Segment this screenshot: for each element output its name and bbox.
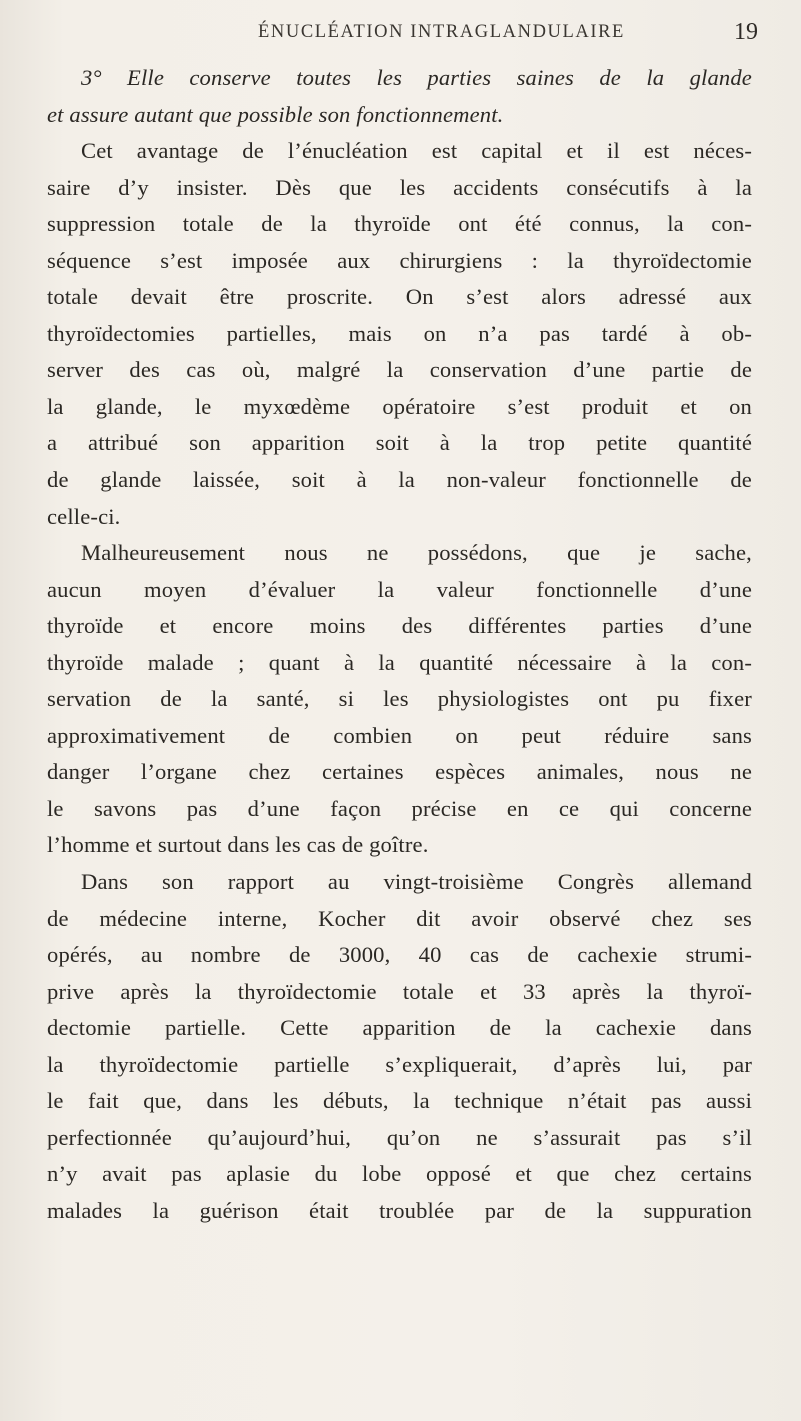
- text-line: suppression totale de la thyroïde ont été connus, la con-: [47, 211, 752, 237]
- page-number: 19: [734, 19, 758, 45]
- text-line: a attribué son apparition soit à la trop petite quantité: [47, 430, 752, 456]
- running-title: ÉNUCLÉATION INTRAGLANDULAIRE: [258, 22, 625, 42]
- text-line: thyroïde et encore moins des différentes parties d’une: [47, 613, 752, 639]
- text-line: Cet avantage de l’énucléation est capital et il est néces-: [81, 138, 752, 164]
- text-line: séquence s’est imposée aux chirurgiens : la thyroïdectomie: [47, 247, 752, 273]
- body-text: [47, 60, 752, 1230]
- text-line: saire d’y insister. Dès que les accidents consécutifs à la: [47, 174, 752, 200]
- page-header: [258, 19, 788, 50]
- text-line: le fait que, dans les débuts, la technique n’était pas aussi: [47, 1088, 752, 1114]
- text-line: malades la guérison était troublée par de la suppuration: [47, 1197, 752, 1223]
- text-line: n’y avait pas aplasie du lobe opposé et que chez certains: [47, 1161, 752, 1187]
- text-line: de médecine interne, Kocher dit avoir observé chez ses: [47, 905, 752, 931]
- text-line: aucun moyen d’évaluer la valeur fonctionnelle d’une: [47, 576, 752, 602]
- text-line: l’homme et surtout dans les cas de goître.: [47, 832, 429, 858]
- text-line: Dans son rapport au vingt-troisième Congrès allemand: [81, 869, 752, 895]
- text-line: 3° Elle conserve toutes les parties saines de la glande: [81, 65, 752, 90]
- text-line: totale devait être proscrite. On s’est alors adressé aux: [47, 284, 752, 310]
- text-line: le savons pas d’une façon précise en ce qui concerne: [47, 795, 752, 821]
- text-line: la glande, le myxœdème opératoire s’est produit et on: [47, 393, 752, 419]
- text-line: celle-ci.: [47, 503, 121, 529]
- text-line: et assure autant que possible son fonctionnement.: [47, 101, 504, 127]
- text-line: dectomie partielle. Cette apparition de la cachexie dans: [47, 1015, 752, 1041]
- text-line: thyroïdectomies partielles, mais on n’a pas tardé à ob-: [47, 320, 752, 346]
- text-line: opérés, au nombre de 3000, 40 cas de cachexie strumi-: [47, 942, 752, 968]
- text-line: approximativement de combien on peut réduire sans: [47, 722, 752, 748]
- text-line: perfectionnée qu’aujourd’hui, qu’on ne s’assurait pas s’il: [47, 1124, 752, 1150]
- text-line: danger l’organe chez certaines espèces animales, nous ne: [47, 759, 752, 785]
- text-line: thyroïde malade ; quant à la quantité nécessaire à la con-: [47, 649, 752, 675]
- text-line: servation de la santé, si les physiologistes ont pu fixer: [47, 686, 752, 712]
- text-line: la thyroïdectomie partielle s’expliquerait, d’après lui, par: [47, 1051, 752, 1077]
- text-line: prive après la thyroïdectomie totale et 33 après la thyroï-: [47, 978, 752, 1004]
- text-line: Malheureusement nous ne possédons, que je sache,: [81, 540, 752, 566]
- text-line: server des cas où, malgré la conservation d’une partie de: [47, 357, 752, 383]
- text-line: de glande laissée, soit à la non-valeur fonctionnelle de: [47, 467, 752, 493]
